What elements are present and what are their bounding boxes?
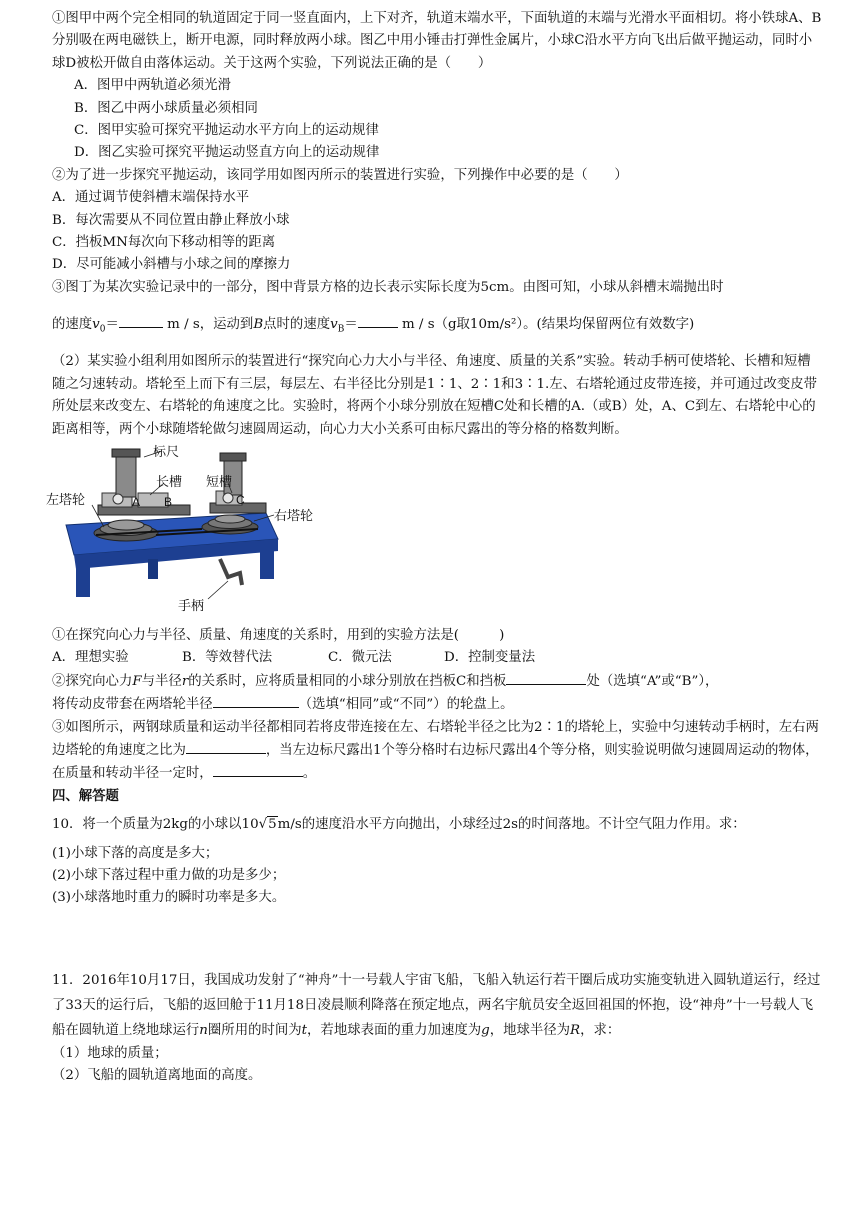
sqrt-symbol: √5 (258, 817, 277, 833)
q9-sub1-option-d: D．图乙实验可探究平抛运动竖直方向上的运动规律 (74, 145, 380, 161)
option-d: D．控制变量法 (444, 650, 536, 666)
answer-blank-vb[interactable] (358, 313, 398, 328)
q10-stem: 10．将一个质量为2kg的小球以10√5m/s的速度沿水平方向抛出，小球经过2s的时间落地。不计空气阻力作用。求： (52, 814, 822, 836)
q9-sub2-option-a: A．通过调节使斜槽末端保持水平 (52, 190, 250, 206)
q11-item-2: （2）飞船的圆轨道离地面的高度。 (52, 1068, 262, 1084)
q9-part2-sub2-line2: 将传动皮带套在两塔轮半径 （选填“相同”或“不同”）的轮盘上。 (52, 693, 822, 716)
q9-sub2-option-d: D．尽可能减小斜槽与小球之间的摩擦力 (52, 257, 291, 273)
answer-blank-conclusion[interactable] (213, 762, 303, 777)
q9-part2-sub1: ①在探究向心力与半径、质量、角速度的关系时，用到的实验方法是( ) (52, 627, 505, 643)
option-b: B．等效替代法 (182, 650, 273, 666)
q9-sub3-line1: ③图丁为某次实验记录中的一部分，图中背景方格的边长表示实际长度为5cm。由图可知，小球从斜槽末端抛出时 (52, 279, 724, 295)
q9-sub1-option-b: B．图乙中两小球质量必须相同 (74, 100, 258, 116)
centripetal-apparatus-figure (46, 444, 352, 621)
label-left-tower-wheel: 左塔轮 (46, 492, 86, 508)
q10-item-3: (3)小球落地时重力的瞬时功率是多大。 (52, 890, 286, 906)
q10-item-2: (2)小球下落过程中重力做的功是多少； (52, 868, 286, 884)
q9-sub1-option-c: C．图甲实验可探究平抛运动水平方向上的运动规律 (74, 123, 379, 139)
label-b: B (164, 494, 173, 509)
q9-sub2-stem: ②为了进一步探究平抛运动，该同学用如图丙所示的装置进行实验，下列操作中必要的是（ ） (52, 167, 628, 183)
q9-sub1-option-a: A．图甲中两轨道必须光滑 (74, 78, 231, 94)
q9-sub2-option-c: C．挡板MN每次向下移动相等的距离 (52, 235, 276, 251)
answer-blank-omega-ratio[interactable] (186, 739, 266, 754)
answer-blank-v0[interactable] (119, 313, 163, 328)
label-long-groove: 长槽 (156, 474, 183, 490)
q10-item-1: (1)小球下落的高度是多大； (52, 845, 219, 861)
label-handle: 手柄 (178, 598, 205, 614)
label-ruler: 标尺 (153, 444, 180, 460)
label-a: A (132, 494, 141, 509)
q9-sub3-line2: 的速度$v_0= m / s$，运动到B点时的速度$v_B= m / s(g$取10m/s²）。(结果均保留两位有效数字) (52, 313, 822, 341)
section-heading: 四、解答题 (52, 788, 119, 804)
label-c: C (236, 492, 245, 507)
q11-item-1: （1）地球的质量； (52, 1045, 168, 1061)
label-right-tower-wheel: 右塔轮 (274, 508, 314, 524)
answer-blank-radius[interactable] (213, 693, 299, 708)
q9-part2-intro: （2）某实验小组利用如图所示的装置进行“探究向心力大小与半径、角速度、质量的关系”实验。转动手柄可使塔轮、长槽和短槽随之匀速转动。塔轮至上而下有三层，每层左、右半径比分别是1∶1、2∶1和3∶1.左、右塔轮通过皮带连接，并可通过改变皮带所处层来改变左、右塔轮的角速度之比。实验时，将两个小球分别放在短槽C处和长槽的A.（或B）处，A、C到左、右塔轮中心的距离相等，两个小球随塔轮做匀速圆周运动，向心力大小关系可由标尺露出的等分格的格数判断。 (52, 354, 818, 437)
option-a: A．理想实验 (52, 650, 129, 666)
q9-part2-sub2-line1: ②探究向心力F与半径r的关系时，应将质量相同的小球分别放在挡板C和挡板 处（选填“A”或“B”）， (52, 670, 822, 693)
option-c: C．微元法 (328, 650, 392, 666)
q9-sub1-stem: ①图甲中两个完全相同的轨道固定于同一竖直面内，上下对齐，轨道末端水平，下面轨道的末端与光滑水平面相切。将小铁球A、B分别吸在两电磁铁上，断开电源，同时释放两小球。图乙中用小锤击打弹性金属片，小球C沿水平方向飞出后做平抛运动，同时小球D被松开做自由落体运动。关于这两个实验，下列说法正确的是（ ） (52, 11, 822, 71)
exam-page (46, 8, 822, 1088)
q9-part2-sub1-options (52, 647, 822, 669)
q11-stem: 11．2016年10月17日，我国成功发射了“神舟”十一号载人宇宙飞船，飞船入轨运行若干圈后成功实施变轨进入圆轨道运行，经过了33天的运行后，飞船的返回舱于11月18日凌晨顺利降落在预定地点，两名宇航员安全返回祖国的怀抱，设“神舟”十一号载人飞船在圆轨道上绕地球运行n圈所用的时间为t，若地球表面的重力加速度为g，地球半径为R，求： (52, 972, 821, 1038)
answer-blank-baffle[interactable] (506, 670, 586, 685)
q9-sub2-option-b: B．每次需要从不同位置由静止释放小球 (52, 212, 290, 228)
q9-part2-sub3: ③如图所示，两钢球质量和运动半径都相同若将皮带连接在左、右塔轮半径之比为2∶1的塔轮上，实验中匀速转动手柄时，左右两边塔轮的角速度之比为 ，当左边标尺露出1个等分格时右边标尺露出4个等分格，则实验说明做匀速圆周运动的物体，在质量和转动半径一定时， 。 (52, 719, 819, 782)
label-short-groove: 短槽 (206, 474, 233, 490)
